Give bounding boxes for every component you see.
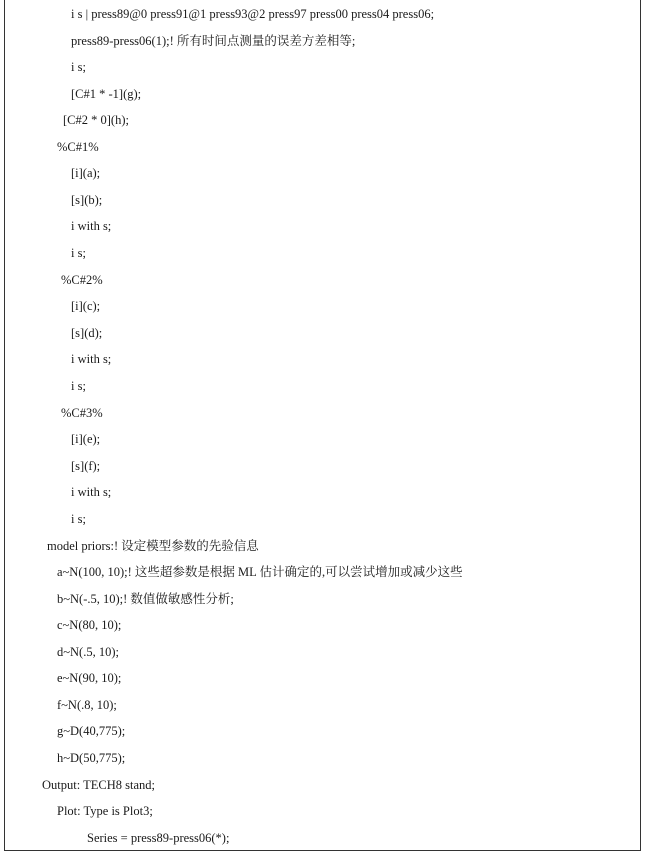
code-line: [C#1 * -1](g); [71,87,142,101]
code-line: i s; [71,512,86,526]
code-line: [i](a); [71,166,101,180]
code-line: Series = press89-press06(*); [87,831,230,845]
code-line: g~D(40,775); [57,724,126,738]
code-line: i s; [71,246,86,260]
code-line: %C#3% [61,406,103,420]
code-line: [s](d); [71,326,103,340]
code-line: d~N(.5, 10); [57,645,119,659]
code-line: press89-press06(1);! 所有时间点测量的误差方差相等; [71,34,356,48]
code-line: b~N(-.5, 10);! 数值做敏感性分析; [57,592,234,606]
code-line: i s; [71,379,86,393]
code-line: c~N(80, 10); [57,618,122,632]
code-line: %C#1% [57,140,99,154]
code-line: e~N(90, 10); [57,671,122,685]
code-line: Plot: Type is Plot3; [57,804,153,818]
code-line: [s](f); [71,459,101,473]
code-line: model priors:! 设定模型参数的先验信息 [47,539,259,553]
code-line: i with s; [71,219,112,233]
code-line: [C#2 * 0](h); [63,113,129,127]
code-line: [i](c); [71,299,101,313]
code-line: i s | press89@0 press91@1 press93@2 press97 press00 press04 press06; [71,7,435,21]
code-line: a~N(100, 10);! 这些超参数是根据 ML 估计确定的,可以尝试增加或减少这些 [57,565,463,579]
code-line: i with s; [71,352,112,366]
code-line: i s; [71,60,86,74]
code-line: %C#2% [61,273,103,287]
code-line: [s](b); [71,193,103,207]
code-line: [i](e); [71,432,101,446]
code-line: f~N(.8, 10); [57,698,117,712]
code-line: Output: TECH8 stand; [42,778,155,792]
code-line: h~D(50,775); [57,751,126,765]
code-line: i with s; [71,485,112,499]
